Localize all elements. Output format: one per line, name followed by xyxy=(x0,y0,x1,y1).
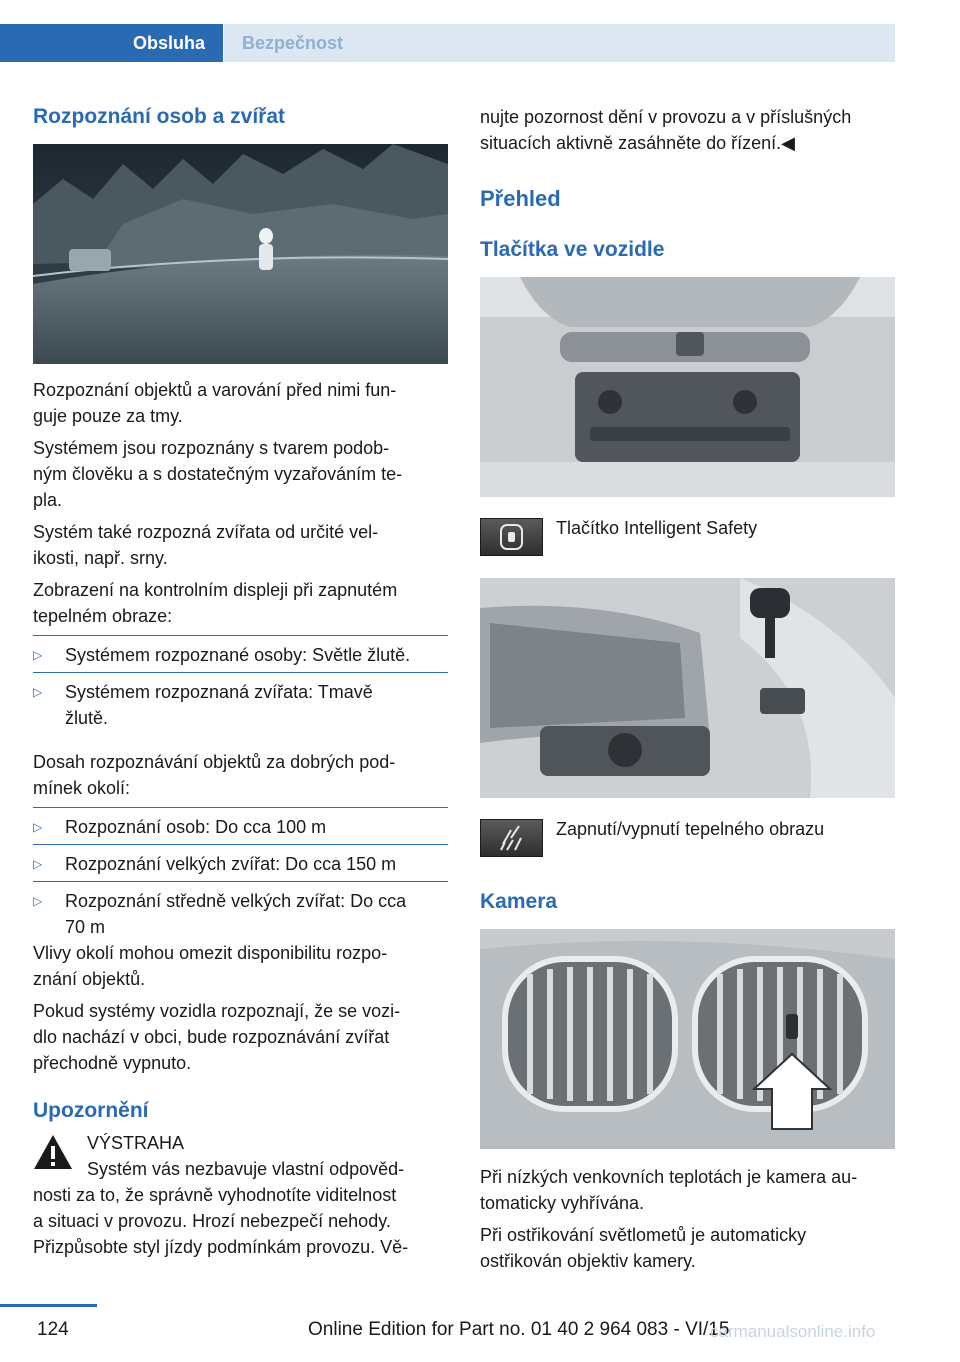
night-vision-photo xyxy=(33,144,448,364)
list-item xyxy=(33,808,448,844)
para-line: tepelném obraze: xyxy=(33,606,173,626)
tab-obsluha[interactable]: Obsluha xyxy=(0,24,223,62)
warning-title: VÝSTRAHA xyxy=(87,1133,185,1153)
warning-box xyxy=(33,1130,448,1260)
para-line: nujte pozornost dění v provozu a v příslušných xyxy=(480,107,852,127)
bullet-triangle-icon: ▷ xyxy=(33,894,43,908)
list-item-text: Rozpoznání velkých zvířat: Do cca 150 m xyxy=(65,854,397,874)
list-item xyxy=(33,845,448,881)
para-line: dlo nachází v obci, bude rozpoznávání zvířat xyxy=(33,1027,390,1047)
warning-line: Systém vás nezbavuje vlastní odpověd- xyxy=(87,1159,405,1179)
para-line: Zobrazení na kontrolním displeji při zapnutém xyxy=(33,580,398,600)
section-tabs xyxy=(0,24,895,62)
camera-heading: Kamera xyxy=(480,890,558,913)
left-body xyxy=(33,377,448,1260)
grille-image xyxy=(480,929,895,1149)
para-line: Systém také rozpozná zvířata od určité vel- xyxy=(33,522,379,542)
para-line: situacích aktivně zasáhněte do řízení.◀ xyxy=(480,133,796,153)
para-line: přechodně vypnuto. xyxy=(33,1053,192,1073)
para-line: mínek okolí: xyxy=(33,778,131,798)
para-line: Rozpoznání objektů a varování před nimi fun- xyxy=(33,380,397,400)
warning-line: Přizpůsobte styl jízdy podmínkám provozu. Vě- xyxy=(33,1237,409,1257)
para-line: Systémem jsou rozpoznány s tvarem podob- xyxy=(33,438,390,458)
warning-line: nosti za to, že správně vyhodnotíte viditelnost xyxy=(33,1185,397,1205)
edition-info: Online Edition for Part no. 01 40 2 964 083 - VI/15 xyxy=(308,1319,730,1340)
warning-line: a situaci v provozu. Hrozí nebezpečí nehody. xyxy=(33,1211,391,1231)
list-item xyxy=(33,673,448,735)
intelligent-safety-button-icon xyxy=(480,518,543,556)
bullet-triangle-icon: ▷ xyxy=(33,820,43,834)
para-line: Při ostřikování světlometů je automaticky xyxy=(480,1225,807,1245)
list-item xyxy=(33,636,448,672)
overview-heading: Přehled xyxy=(480,186,561,211)
right-top xyxy=(480,104,895,156)
para-line: ostřikován objektiv kamery. xyxy=(480,1251,696,1271)
section-heading-detection: Rozpoznání osob a zvířat xyxy=(33,105,286,128)
footer-rule xyxy=(0,1304,97,1307)
list-item-text: Systémem rozpoznané osoby: Světle žlutě. xyxy=(65,645,411,665)
list-item xyxy=(33,882,448,940)
night-vision-image xyxy=(33,144,448,364)
center-console-photo xyxy=(480,277,895,497)
para-line: Dosah rozpoznávání objektů za dobrých pod- xyxy=(33,752,396,772)
dashboard-image xyxy=(480,578,895,798)
para-line: Vlivy okolí mohou omezit disponibilitu rozpo- xyxy=(33,943,388,963)
page-number: 124 xyxy=(37,1319,69,1340)
para-line: ikosti, např. srny. xyxy=(33,548,168,568)
list-item-text: Rozpoznání středně velkých zvířat: Do cca 70 m xyxy=(65,891,407,937)
para-line: Při nízkých venkovních teplotách je kamera au- xyxy=(480,1167,858,1187)
thermal-button-label: Zapnutí/vypnutí tepelného obrazu xyxy=(556,819,825,839)
bullet-triangle-icon: ▷ xyxy=(33,857,43,871)
tab-bezpecnost[interactable]: Bezpečnost xyxy=(224,24,895,62)
warning-heading: Upozornění xyxy=(33,1099,149,1122)
list-item-text: Rozpoznání osob: Do cca 100 m xyxy=(65,817,327,837)
bullet-triangle-icon: ▷ xyxy=(33,685,43,699)
para-line: Pokud systémy vozidla rozpoznají, že se vozi- xyxy=(33,1001,401,1021)
safety-button-label: Tlačítko Intelligent Safety xyxy=(556,518,758,538)
list-item-text: Systémem rozpoznaná zvířata: Tmavě žlutě. xyxy=(65,682,373,728)
para-line: znání objektů. xyxy=(33,969,146,989)
para-line: pla. xyxy=(33,490,63,510)
camera-text xyxy=(480,1164,895,1274)
para-line: guje pouze za tmy. xyxy=(33,406,183,426)
dashboard-left-photo xyxy=(480,578,895,798)
warning-triangle-icon xyxy=(33,1134,73,1170)
console-image xyxy=(480,277,895,497)
buttons-heading: Tlačítka ve vozidle xyxy=(480,238,665,261)
para-line: ným člověku a s dostatečným vyzařováním te- xyxy=(33,464,403,484)
thermal-image-button-icon xyxy=(480,819,543,857)
grille-camera-photo xyxy=(480,929,895,1149)
para-line: tomaticky vyhřívána. xyxy=(480,1193,645,1213)
watermark: carmanualsonline.info xyxy=(710,1322,876,1341)
bullet-triangle-icon: ▷ xyxy=(33,648,43,662)
